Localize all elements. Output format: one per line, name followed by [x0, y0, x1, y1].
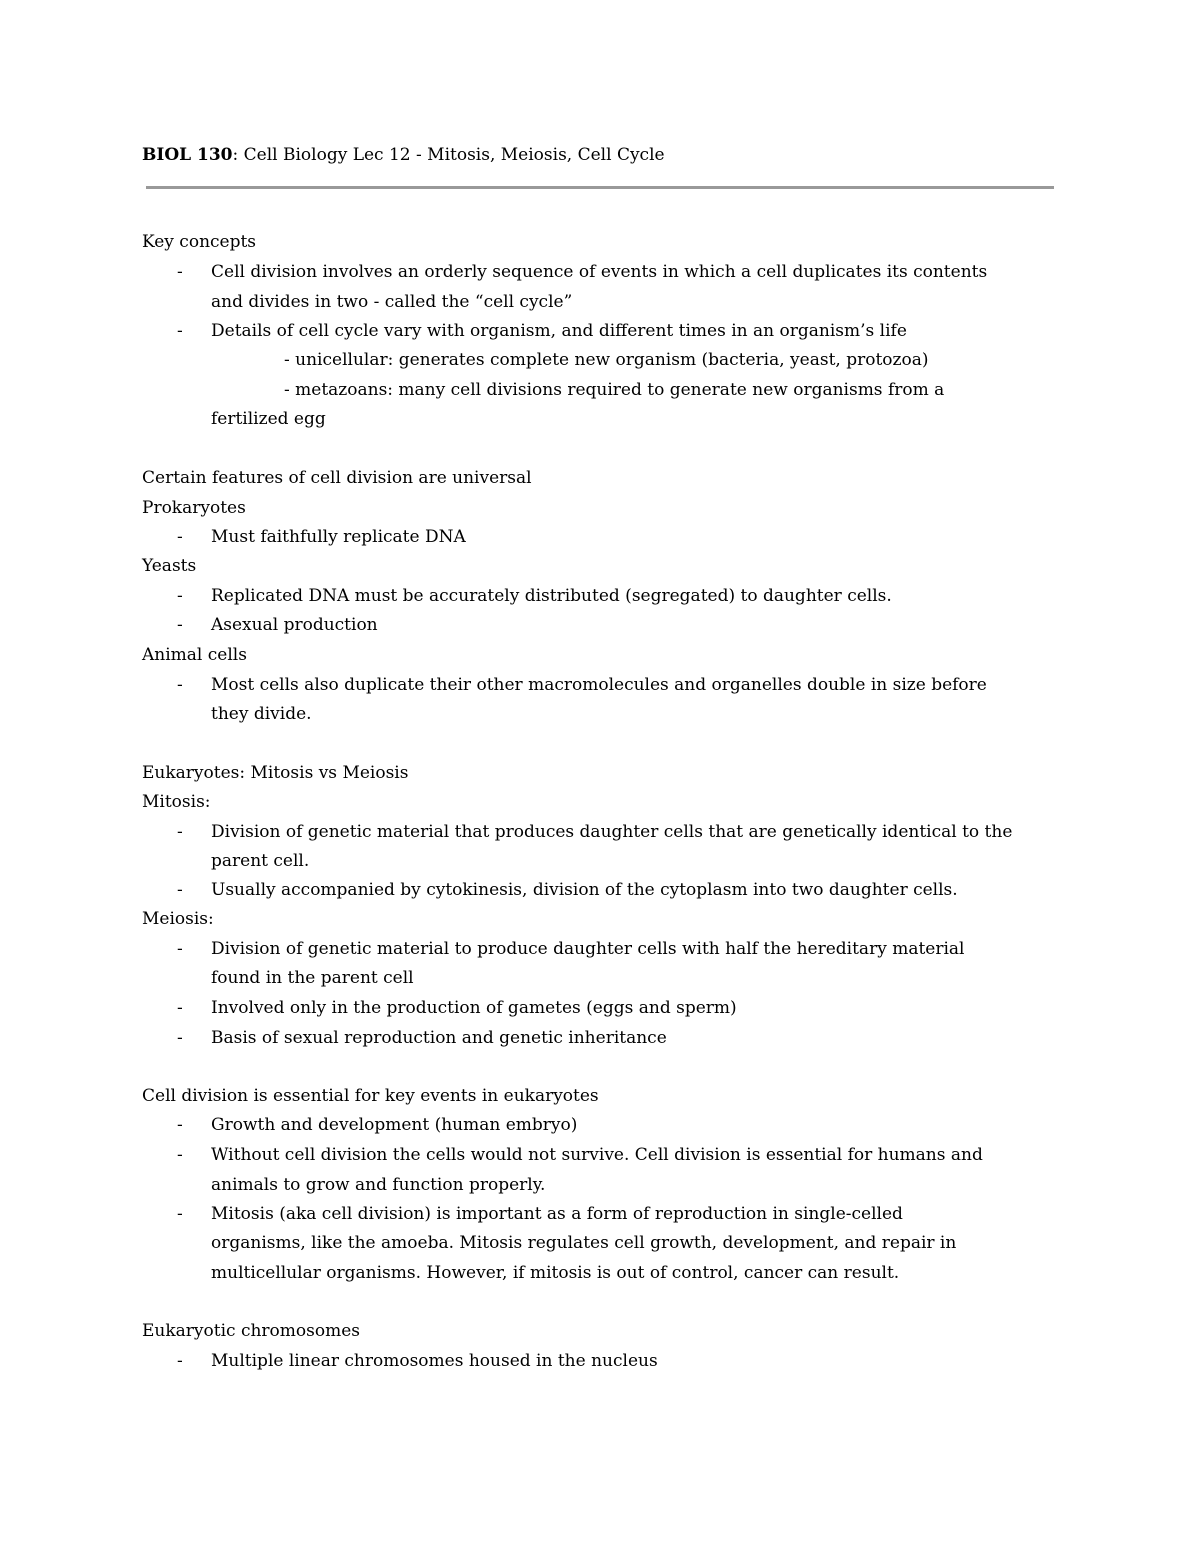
bullet-text: organisms, like the amoeba. Mitosis regulates cell growth, development, and repair in	[211, 1233, 957, 1253]
bullet-text: Cell division involves an orderly sequence of events in which a cell duplicates its contents	[211, 262, 988, 282]
bullet-marker: -	[177, 586, 183, 606]
page-title	[142, 144, 665, 166]
bullet-text: parent cell.	[211, 851, 310, 871]
bullet-text: Usually accompanied by cytokinesis, division of the cytoplasm into two daughter cells.	[211, 880, 958, 900]
sub-item-text: fertilized egg	[211, 409, 326, 429]
bullet-marker: -	[177, 1204, 183, 1224]
bullet-marker: -	[177, 998, 183, 1018]
subheading-yeasts: Yeasts	[142, 556, 197, 576]
section-heading-key-concepts: Key concepts	[142, 232, 257, 252]
bullet-text: they divide.	[211, 704, 312, 724]
section-heading-chromosomes: Eukaryotic chromosomes	[142, 1321, 361, 1341]
bullet-text: multicellular organisms. However, if mitosis is out of control, cancer can result.	[211, 1263, 900, 1283]
bullet-marker: -	[177, 822, 183, 842]
subheading-meiosis: Meiosis:	[142, 909, 214, 929]
title-text: : Cell Biology Lec 12 - Mitosis, Meiosis, Cell Cycle	[232, 145, 665, 165]
section-heading-mitosis-meiosis: Eukaryotes: Mitosis vs Meiosis	[142, 763, 409, 783]
bullet-marker: -	[177, 1145, 183, 1165]
bullet-text: Involved only in the production of gametes (eggs and sperm)	[211, 998, 737, 1018]
bullet-text: found in the parent cell	[211, 968, 414, 988]
bullet-text: Asexual production	[211, 615, 378, 635]
bullet-marker: -	[177, 527, 183, 547]
sub-item-text: - unicellular: generates complete new organism (bacteria, yeast, protozoa)	[284, 350, 929, 370]
bullet-text: Must faithfully replicate DNA	[211, 527, 466, 547]
bullet-text: Division of genetic material to produce daughter cells with half the hereditary material	[211, 939, 965, 959]
section-heading-essential: Cell division is essential for key events in eukaryotes	[142, 1086, 599, 1106]
bullet-text: Without cell division the cells would not survive. Cell division is essential for humans and	[211, 1145, 983, 1165]
subheading-mitosis: Mitosis:	[142, 792, 211, 812]
bullet-marker: -	[177, 880, 183, 900]
bullet-text: Details of cell cycle vary with organism, and different times in an organism’s life	[211, 321, 907, 341]
bullet-marker: -	[177, 939, 183, 959]
bullet-text: Growth and development (human embryo)	[211, 1115, 578, 1135]
subheading-animal-cells: Animal cells	[142, 645, 247, 665]
bullet-marker: -	[177, 321, 183, 341]
bullet-marker: -	[177, 1351, 183, 1371]
bullet-text: Replicated DNA must be accurately distributed (segregated) to daughter cells.	[211, 586, 892, 606]
section-heading-universal: Certain features of cell division are universal	[142, 468, 532, 488]
course-code: BIOL 130	[142, 145, 233, 165]
bullet-marker: -	[177, 262, 183, 282]
bullet-text: Division of genetic material that produces daughter cells that are genetically identical to the	[211, 822, 1013, 842]
bullet-marker: -	[177, 1028, 183, 1048]
bullet-marker: -	[177, 675, 183, 695]
bullet-text: Mitosis (aka cell division) is important as a form of reproduction in single-celled	[211, 1204, 903, 1224]
bullet-marker: -	[177, 615, 183, 635]
subheading-prokaryotes: Prokaryotes	[142, 498, 246, 518]
bullet-text: Most cells also duplicate their other macromolecules and organelles double in size before	[211, 675, 987, 695]
bullet-text: Multiple linear chromosomes housed in the nucleus	[211, 1351, 658, 1371]
bullet-marker: -	[177, 1115, 183, 1135]
bullet-text: Basis of sexual reproduction and genetic inheritance	[211, 1028, 667, 1048]
title-divider	[146, 186, 1054, 189]
sub-item-text: - metazoans: many cell divisions required to generate new organisms from a	[284, 380, 945, 400]
bullet-text: and divides in two - called the “cell cycle”	[211, 292, 573, 312]
bullet-text: animals to grow and function properly.	[211, 1175, 546, 1195]
